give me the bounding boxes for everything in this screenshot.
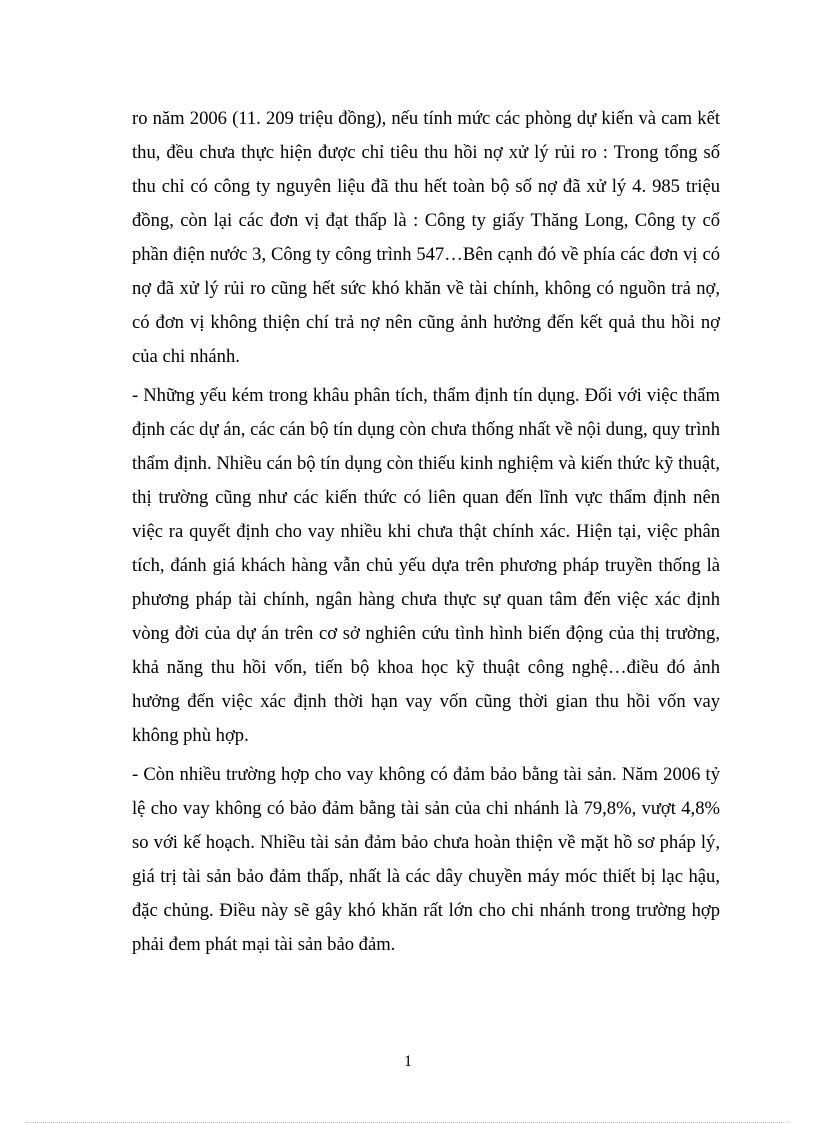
page-number: 1 bbox=[404, 1053, 412, 1070]
body-text bbox=[132, 102, 720, 967]
paragraph-credit-appraisal: - Những yếu kém trong khâu phân tích, thẩm định tín dụng. Đối với việc thẩm định các dự án, các cán bộ tín dụng còn chưa thống nhất về nội dung, quy trình thẩm định. Nhiều cán bộ tín dụng còn thiếu kinh nghiệm và kiến thức kỹ thuật, thị trường cũng như các kiến thức có liên quan đến lĩnh vực thẩm định nên việc ra quyết định cho vay nhiều khi chưa thật chính xác. Hiện tại, việc phân tích, đánh giá khách hàng vẫn chủ yếu dựa trên phương pháp truyền thống là phương pháp tài chính, ngân hàng chưa thực sự quan tâm đến việc xác định vòng đời của dự án trên cơ sở nghiên cứu tình hình biến động của thị trường, khả năng thu hồi vốn, tiến bộ khoa học kỹ thuật công nghệ…điều đó ảnh hưởng đến việc xác định thời hạn vay vốn cũng thời gian thu hồi vốn vay không phù hợp. bbox=[132, 385, 720, 746]
paragraph-unsecured-lending: - Còn nhiều trường hợp cho vay không có đảm bảo bằng tài sản. Năm 2006 tỷ lệ cho vay không có bảo đảm bằng tài sản của chi nhánh là 79,8%, vượt 4,8% so với kế hoạch. Nhiều tài sản đảm bảo chưa hoàn thiện về mặt hồ sơ pháp lý, giá trị tài sản bảo đảm thấp, nhất là các dây chuyền máy móc thiết bị lạc hậu, đặc chủng. Điều này sẽ gây khó khăn rất lớn cho chi nhánh trong trường hợp phải đem phát mại tài sản bảo đảm. bbox=[132, 764, 720, 955]
paragraph-debt-recovery: ro năm 2006 (11. 209 triệu đồng), nếu tính mức các phòng dự kiến và cam kết thu, đều chưa thực hiện được chỉ tiêu thu hồi nợ xử lý rủi ro : Trong tổng số thu chỉ có công ty nguyên liệu đã thu hết toàn bộ số nợ đã xử lý 4. 985 triệu đồng, còn lại các đơn vị đạt thấp là : Công ty giấy Thăng Long, Công ty cổ phần điện nước 3, Công ty công trình 547…Bên cạnh đó về phía các đơn vị có nợ đã xử lý rủi ro cũng hết sức khó khăn về tài chính, không có nguồn trả nợ, có đơn vị không thiện chí trả nợ nên cũng ảnh hưởng đến kết quả thu hồi nợ của chi nhánh. bbox=[132, 108, 720, 367]
